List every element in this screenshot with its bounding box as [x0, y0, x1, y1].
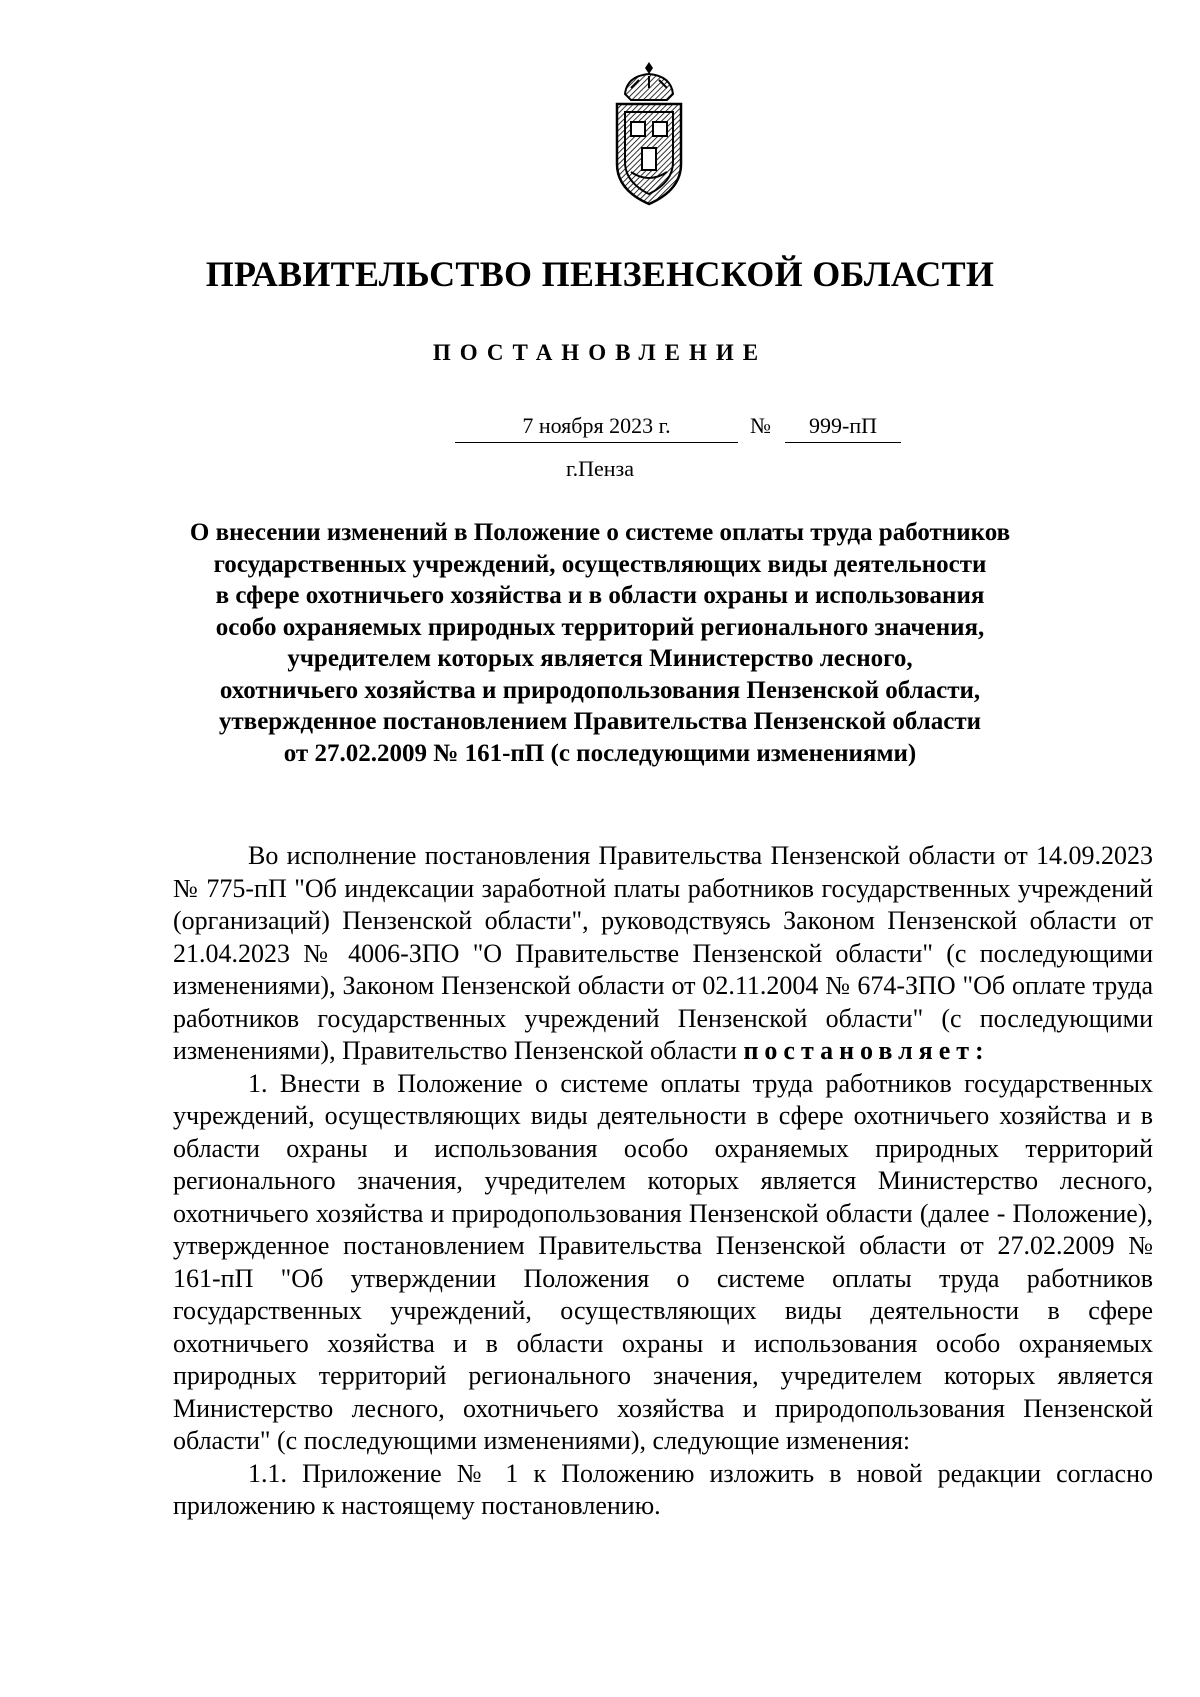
preamble-text: Во исполнение постановления Правительства Пензенской области от 14.09.2023 № 775-пП "Об индексации заработной платы работников государственных учреждений (организаций) Пензенской области", руководствуясь Законом Пензенской области от 21.04.2023 № 4006-ЗПО "О Правительстве Пензенской области" (с последующими изменениями), Законом Пензенской области от 02.11.2004 № 674-ЗПО "Об оплате труда работников государственных учреждений Пензенской области" (с последующими изменениями), Правительство Пензенской области [173, 841, 1153, 1065]
heading-line: государственных учреждений, осуществляющих виды деятельности [213, 550, 987, 578]
document-city: г.Пенза [566, 456, 634, 481]
heading-line: в сфере охотничьего хозяйства и в области охраны и использования [215, 582, 985, 609]
item-1-paragraph: 1. Внести в Положение о системе оплаты труда работников государственных учреждений, осуществляющих виды деятельности в сфере охотничьего хозяйства и в области охраны и использования особо охраняемых природных территорий регионального значения, учредителем которых является Министерство лесного, охотничьего хозяйства и природопользования Пензенской области (далее - Положение), утвержденное постановлением Правительства Пензенской области от 27.02.2009 № 161-пП "Об утверждении Положения о системе оплаты труда работников государственных учреждений, осуществляющих виды деятельности в сфере охотничьего хозяйства и в области охраны и использования особо охраняемых природных территорий регионального значения, учредителем которых является Министерство лесного, охотничьего хозяйства и природопользования Пензенской области" (с последующими изменениями), следующие изменения: [173, 1068, 1153, 1455]
heading-line: охотничьего хозяйства и природопользования Пензенской области, [219, 676, 981, 704]
document-type-title: ПОСТАНОВЛЕНИЕ [432, 340, 768, 365]
preamble-paragraph [173, 840, 1153, 1068]
heading-line: О внесении изменений в Положение о системе оплаты труда работников [189, 519, 1011, 546]
heading-line: особо охраняемых природных территорий регионального значения, [215, 613, 985, 641]
document-number: 999-пП [785, 412, 901, 443]
item-1-1-paragraph: 1.1. Приложение № 1 к Положению изложить в новой редакции согласно приложению к настоящему постановлению. [173, 1458, 1153, 1520]
decree-word: постановляет: [743, 1036, 990, 1065]
heading-line: утвержденное постановлением Правительства Пензенской области [218, 708, 982, 735]
document-date: 7 ноября 2023 г. [455, 412, 738, 443]
document-heading [160, 517, 1040, 769]
number-sign: № [750, 413, 771, 438]
organization-title: ПРАВИТЕЛЬСТВО ПЕНЗЕНСКОЙ ОБЛАСТИ [205, 254, 995, 294]
heading-line: от 27.02.2009 № 161-пП (с последующими изменениями) [283, 739, 917, 767]
heading-line: учредителем которых является Министерство лесного, [287, 645, 913, 672]
coat-of-arms-icon [609, 60, 689, 208]
document-body [173, 840, 1153, 1523]
